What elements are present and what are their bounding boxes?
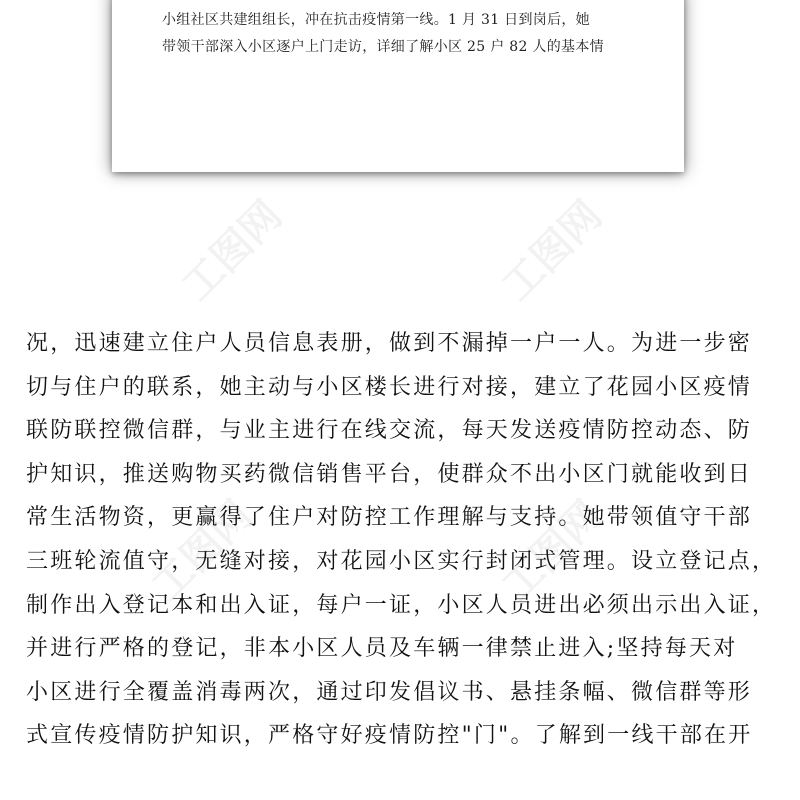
body-line: 况，迅速建立住户人员信息表册，做到不漏掉一户一人。为进一步密 — [26, 331, 753, 356]
document-page-preview — [112, 0, 684, 172]
body-line: 式宣传疫情防护知识，严格守好疫情防控"门"。了解到一线干部在开 — [26, 723, 753, 749]
watermark: 工图网 — [143, 492, 262, 610]
body-line: 常生活物资，更赢得了住户对防控工作理解与支持。她带领值守干部 — [26, 505, 753, 531]
body-line: 小区进行全覆盖消毒两次，通过印发倡议书、悬挂条幅、微信群等形 — [26, 679, 753, 705]
watermark: 工图网 — [493, 192, 612, 310]
watermark: 工图网 — [173, 192, 292, 310]
watermark: 工图网 — [493, 492, 612, 610]
body-line: 并进行严格的登记，非本小区人员及车辆一律禁止进入;坚持每天对 — [26, 636, 738, 662]
body-line: 三班轮流值守，无缝对接，对花园小区实行封闭式管理。设立登记点， — [26, 548, 777, 574]
body-line: 护知识，推送购物买药微信销售平台，使群众不出小区门就能收到日 — [26, 461, 753, 487]
body-line: 制作出入登记本和出入证，每户一证，小区人员进出必须出示出入证， — [26, 592, 777, 618]
preview-line — [162, 0, 642, 7]
body-line: 联防联控微信群，与业主进行在线交流，每天发送疫情防控动态、防 — [26, 418, 753, 444]
page-preview-text — [162, 0, 642, 61]
preview-line: 带领干部深入小区逐户上门走访，详细了解小区 25 户 82 人的基本情 — [162, 39, 604, 55]
article-body — [26, 322, 776, 758]
preview-line: 小组社区共建组组长，冲在抗击疫情第一线。1 月 31 日到岗后，她 — [162, 12, 590, 28]
body-line: 切与住户的联系，她主动与小区楼长进行对接，建立了花园小区疫情 — [26, 374, 753, 400]
